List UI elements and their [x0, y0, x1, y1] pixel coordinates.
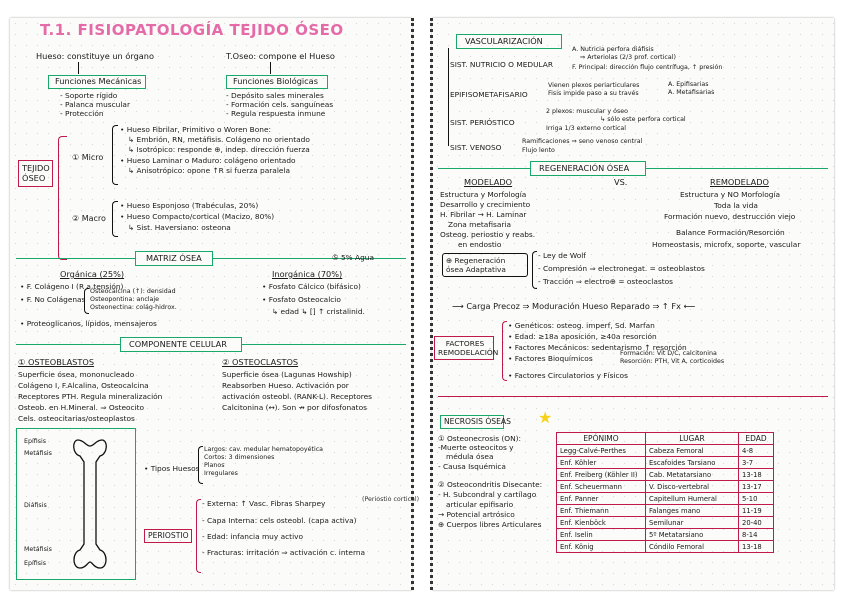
vasc-note: A. Epifisarias: [668, 81, 709, 88]
micro-label: ① Micro: [72, 153, 104, 162]
necrosis-item: ① Osteonecrosis (ON):: [438, 434, 522, 443]
vasc-note: Flujo lento: [522, 147, 555, 154]
organica-item: • F. Colágeno I (R a tensión): [20, 282, 124, 291]
regeneracion-box: [530, 161, 646, 176]
tipos-huesos-item: Planos: [204, 462, 225, 469]
star-icon: ★: [538, 408, 553, 427]
osteoclastos-title: ② OSTEOCLASTOS: [222, 357, 299, 367]
vasc-system-label: EPIFISOMETAFISARIO: [450, 90, 528, 99]
vasc-note: ↳ sólo este perfora cortical: [600, 116, 686, 123]
tipos-huesos-item: Largos: cav. medular hematopoyética: [204, 446, 324, 453]
factores-item: • Edad: ≥18a aposición, ≥40a resorción: [508, 332, 657, 341]
table-row: [557, 445, 774, 457]
func-bio-item: - Formación cels. sanguíneas: [226, 100, 334, 109]
func-mec-item: - Protección: [60, 109, 104, 118]
vasc-note: F. Principal: dirección flujo centrífuga, ↑ presión: [572, 64, 723, 71]
funciones-mecanicas-box: [48, 75, 146, 89]
table-cell: Capitellum Humeral: [646, 493, 739, 505]
table-cell: Enf. Thiemann: [557, 505, 646, 517]
table-header-row: [557, 433, 774, 445]
tejido-bracket: [58, 136, 67, 260]
adaptativa-box: [442, 253, 528, 277]
left-notebook-page: [10, 18, 420, 590]
table-cell: 13-17: [739, 481, 774, 493]
funciones-biologicas-box: [226, 75, 328, 89]
factores-label: FACTORES REMODELACIÓN: [438, 339, 499, 357]
tejido-oseo-box: [18, 160, 53, 187]
factores-item: • Factores Mecánicos: sedentarismo ↑ resorción: [508, 343, 687, 352]
factores-item: • Genéticos: osteog. imperf, Sd. Marfan: [508, 321, 655, 330]
osteoclastos-line: Calcitonina (↔). Son ↛ por difosfonatos: [222, 403, 367, 412]
factores-item: • Factores Circulatorios y Físicos: [508, 371, 628, 380]
tipos-huesos-item: Irregulares: [204, 470, 238, 477]
tipos-bracket: [198, 446, 203, 484]
factores-box: [434, 336, 499, 360]
column-header: LUGAR: [646, 433, 739, 445]
periostio-box: [144, 529, 192, 543]
osteoblastos-line: Colágeno I, F.Alcalina, Osteocalcina: [18, 381, 149, 390]
modelado-line: Osteog. periostio y reabs.: [440, 230, 536, 239]
table-row: [557, 529, 774, 541]
periostio-item: - Edad: infancia muy activo: [202, 532, 304, 541]
table-cell: 13-18: [739, 469, 774, 481]
table-cell: Semilunar: [646, 517, 739, 529]
bone-label: Epífisis: [24, 560, 47, 567]
table-row: [557, 517, 774, 529]
tipos-huesos-item: Cortos: 3 dimensiones: [204, 454, 275, 461]
componente-celular-box: [120, 337, 242, 352]
table-row: [557, 457, 774, 469]
right-notebook-page: [432, 18, 834, 590]
table-cell: Cóndilo Femoral: [646, 541, 739, 553]
necrosis-item: articular epifisario: [446, 500, 514, 509]
table-cell: Legg-Calvé-Perthes: [557, 445, 646, 457]
table-cell: 13-18: [739, 541, 774, 553]
funciones-mecanicas-title: Funciones Mecánicas: [55, 76, 142, 86]
micro-line: • Hueso Fibrilar, Primitivo o Woren Bone:: [120, 125, 271, 134]
table-cell: Enf. Iselin: [557, 529, 646, 541]
table-cell: Cabeza Femoral: [646, 445, 739, 457]
osteoblastos-line: Receptores PTH. Regula mineralización: [18, 392, 163, 401]
table-row: [557, 481, 774, 493]
spiral-binding: [403, 18, 414, 590]
modelado-line: Estructura y Morfología: [440, 190, 527, 199]
bioquimicos-item: Formación: Vit D/C, calcitonina: [620, 350, 717, 357]
adaptativa-label: ⊕ Regeneración ósea Adaptativa: [446, 256, 506, 274]
osteoblastos-line: Cels. osteocitarias/osteoplastos: [18, 414, 135, 423]
organica-title: Orgánica (25%): [60, 269, 125, 279]
micro-line: • Hueso Laminar o Maduro: colágeno orientado: [120, 156, 296, 165]
macro-line: • Hueso Compacto/cortical (Macizo, 80%): [120, 212, 275, 221]
vasc-system-label: SIST. NUTRICIO O MEDULAR: [450, 60, 553, 69]
micro-line: ↳ Embrión, RN, metáfisis. Colágeno no orientado: [128, 135, 310, 144]
periostio-label: PERIOSTIO: [148, 531, 189, 540]
modelado-title: MODELADO: [464, 177, 513, 187]
micro-bracket: [112, 125, 118, 185]
func-bio-item: - Regula respuesta inmune: [226, 109, 326, 118]
table-cell: 11-19: [739, 505, 774, 517]
organica-item: • F. No Colágenas: [20, 295, 86, 304]
eponimos-table: [556, 432, 774, 553]
factores-bracket: [502, 321, 507, 381]
macro-line: ↳ Sist. Haversiano: osteona: [128, 223, 231, 232]
osteoblastos-line: Osteob. en H.Mineral. ⇒ Osteocito: [18, 403, 145, 412]
divider: [438, 396, 828, 397]
necrosis-item: -Muerte osteocitos y: [438, 443, 514, 452]
sharpey-note: (Periostio cortical): [362, 496, 420, 503]
table-cell: 5º Metatarsiano: [646, 529, 739, 541]
macro-label: ② Macro: [72, 214, 106, 223]
agua-label: ⑤ 5% Agua: [332, 253, 375, 262]
table-cell: 3-7: [739, 457, 774, 469]
table-row: [557, 493, 774, 505]
remodelado-line: Estructura y NO Morfología: [680, 190, 781, 199]
tejido-oseo-definition: T.Oseo: compone el Hueso: [226, 51, 335, 61]
vasc-note: Irriga 1/3 externo cortical: [546, 125, 627, 132]
vascularizacion-box: [456, 34, 562, 49]
adaptativa-bracket: [532, 251, 537, 289]
table-cell: Escafoides Tarsiano: [646, 457, 739, 469]
componente-celular-title: COMPONENTE CELULAR: [129, 339, 227, 349]
remodelado-line: Homeostasis, microfx, soporte, vascular: [652, 240, 801, 249]
vascularizacion-title: VASCULARIZACIÓN: [465, 36, 543, 46]
table-cell: Enf. Kienböck: [557, 517, 646, 529]
no-colagenas-item: Osteonectina: colág-hidrox.: [90, 304, 177, 311]
periostio-bracket: [196, 499, 201, 573]
remodelado-line: Toda la vida: [714, 201, 758, 210]
table-cell: Cab. Metatarsiano: [646, 469, 739, 481]
adaptativa-line: - Tracción ⇒ electro⊕ = osteoclastos: [538, 277, 673, 286]
necrosis-box: [440, 415, 511, 429]
table-cell: Enf. König: [557, 541, 646, 553]
remodelado-line: Balance Formación/Resorción: [676, 228, 785, 237]
vasc-note: Fisis impide paso a su través: [548, 90, 639, 97]
macro-bracket: [112, 201, 118, 237]
page-title: T.1. FISIOPATOLOGÍA TEJIDO ÓSEO: [40, 21, 344, 39]
no-colagenas-item: Osteocalcina (↑): densidad: [90, 288, 176, 295]
bone-label: Epífisis: [24, 438, 47, 445]
necrosis-item: ⊕ Cuerpos libres Articulares: [438, 520, 542, 529]
organica-item: • Proteoglicanos, lípidos, mensajeros: [20, 319, 157, 328]
table-cell: 8-14: [739, 529, 774, 541]
regeneracion-title: REGENERACIÓN ÓSEA: [539, 163, 630, 173]
inorganica-title: Inorgánica (70%): [272, 269, 343, 279]
remodelado-line: Formación nuevo, destrucción viejo: [664, 212, 796, 221]
table-cell: Enf. Köhler: [557, 457, 646, 469]
inorganica-item: ↳ edad ↳ [] ↑ cristalinid.: [272, 307, 365, 316]
osteoclastos-line: activación osteobl. (RANK-L). Receptores: [222, 392, 372, 401]
func-bio-item: - Depósito sales minerales: [226, 91, 324, 100]
table-row: [557, 505, 774, 517]
vasc-system-label: SIST. PERIÓSTICO: [450, 118, 515, 127]
necrosis-title: NECROSIS ÓSEAS: [444, 417, 511, 426]
inorganica-item: • Fosfato Osteocalcio: [262, 295, 341, 304]
matriz-osea-box: [135, 251, 213, 266]
bone-label: Diáfisis: [24, 502, 47, 509]
factores-item: • Factores Bioquímicos: [508, 354, 593, 363]
vasc-note: A. Metafisarias: [668, 89, 715, 96]
vasc-note: A. Nutricia perfora diáfisis: [572, 46, 654, 53]
bone-label: Metáfisis: [24, 546, 52, 553]
vasc-note: 2 plexos: muscular y óseo: [546, 108, 628, 115]
bone-label: Metáfisis: [24, 450, 52, 457]
table-cell: Enf. Freiberg (Köhler II): [557, 469, 646, 481]
micro-line: ↳ Anisotrópico: opone ↑R si fuerza paralela: [128, 166, 291, 175]
periostio-item: - Fracturas: irritación ⇒ activación c. interna: [202, 548, 366, 557]
func-mec-item: - Soporte rígido: [60, 91, 118, 100]
table-cell: Falanges mano: [646, 505, 739, 517]
table-cell: 4-8: [739, 445, 774, 457]
funciones-biologicas-title: Funciones Biológicas: [233, 76, 318, 86]
vasc-note: Vienen plexos periarticulares: [548, 82, 640, 89]
table-row: [557, 469, 774, 481]
micro-line: ↳ Isotrópico: responde ⊕, indep. dirección fuerza: [128, 145, 310, 154]
hueso-definition: Hueso: constituye un órgano: [36, 51, 154, 61]
adaptativa-line: - Compresión ⇒ electronegat. = osteoblastos: [538, 264, 705, 273]
periostio-item: - Capa Interna: cels osteobl. (capa activa): [202, 516, 357, 525]
osteoblastos-line: Superficie ósea, mononucleado: [18, 370, 135, 379]
arrow-line: [270, 62, 271, 74]
necrosis-item: - Causa Isquémica: [438, 462, 506, 471]
remodelado-title: REMODELADO: [710, 177, 769, 187]
no-colagenas-item: Osteopontina: anclaje: [90, 296, 160, 303]
table-cell: Enf. Scheuermann: [557, 481, 646, 493]
spiral-binding: [430, 18, 441, 590]
table-cell: 5-10: [739, 493, 774, 505]
bioquimicos-item: Resorción: PTH, Vit A, corticoides: [620, 358, 725, 365]
periostio-item: - Externa: ↑ Vasc. Fibras Sharpey: [202, 499, 326, 508]
table-row: [557, 541, 774, 553]
modelado-line: en endostio: [458, 240, 502, 249]
vs-label: VS.: [614, 177, 628, 187]
long-bone-illustration: [70, 436, 110, 572]
carga-precoz: ⟶ Carga Precoz ⇒ Moduración Hueso Reparado ⇒ ↑ Fx ⟵: [452, 301, 696, 311]
necrosis-item: médula ósea: [446, 452, 494, 461]
modelado-line: Zona metafisaria: [448, 220, 511, 229]
no-colagenas-bracket: [84, 288, 89, 314]
modelado-line: Desarrollo y crecimiento: [440, 200, 531, 209]
necrosis-item: - H. Subcondral y cartílago: [438, 490, 537, 499]
osteoblastos-title: ① OSTEOBLASTOS: [18, 357, 95, 367]
column-header: EPÓNIMO: [557, 433, 646, 445]
vasc-note: Ramificaciones ⇒ seno venoso central: [522, 138, 643, 145]
macro-line: • Hueso Esponjoso (Trabéculas, 20%): [120, 201, 259, 210]
tejido-oseo-label: TEJIDO ÓSEO: [22, 163, 50, 183]
adaptativa-line: - Ley de Wolf: [538, 251, 586, 260]
necrosis-item: ② Osteocondritis Disecante:: [438, 480, 543, 489]
column-header: EDAD: [739, 433, 774, 445]
table-cell: Enf. Panner: [557, 493, 646, 505]
vasc-note: ⇒ Arteriolas (2/3 prof. cortical): [580, 54, 676, 61]
modelado-line: H. Fibrilar → H. Laminar: [440, 210, 527, 219]
osteoclastos-line: Reabsorben Hueso. Activación por: [222, 381, 349, 390]
matriz-osea-title: MATRIZ ÓSEA: [146, 253, 202, 263]
necrosis-item: → Potencial artrósico: [438, 510, 515, 519]
vasc-system-label: SIST. VENOSO: [450, 143, 502, 152]
tree-line: [448, 48, 449, 146]
table-cell: 20-40: [739, 517, 774, 529]
osteoclastos-line: Superficie ósea (Lagunas Howship): [222, 370, 352, 379]
inorganica-item: • Fosfato Cálcico (bifásico): [262, 282, 361, 291]
func-mec-item: - Palanca muscular: [60, 100, 130, 109]
tipos-huesos-label: • Tipos Huesos: [144, 464, 200, 473]
arrow-line: [78, 62, 79, 74]
table-cell: V. Disco-vertebral: [646, 481, 739, 493]
